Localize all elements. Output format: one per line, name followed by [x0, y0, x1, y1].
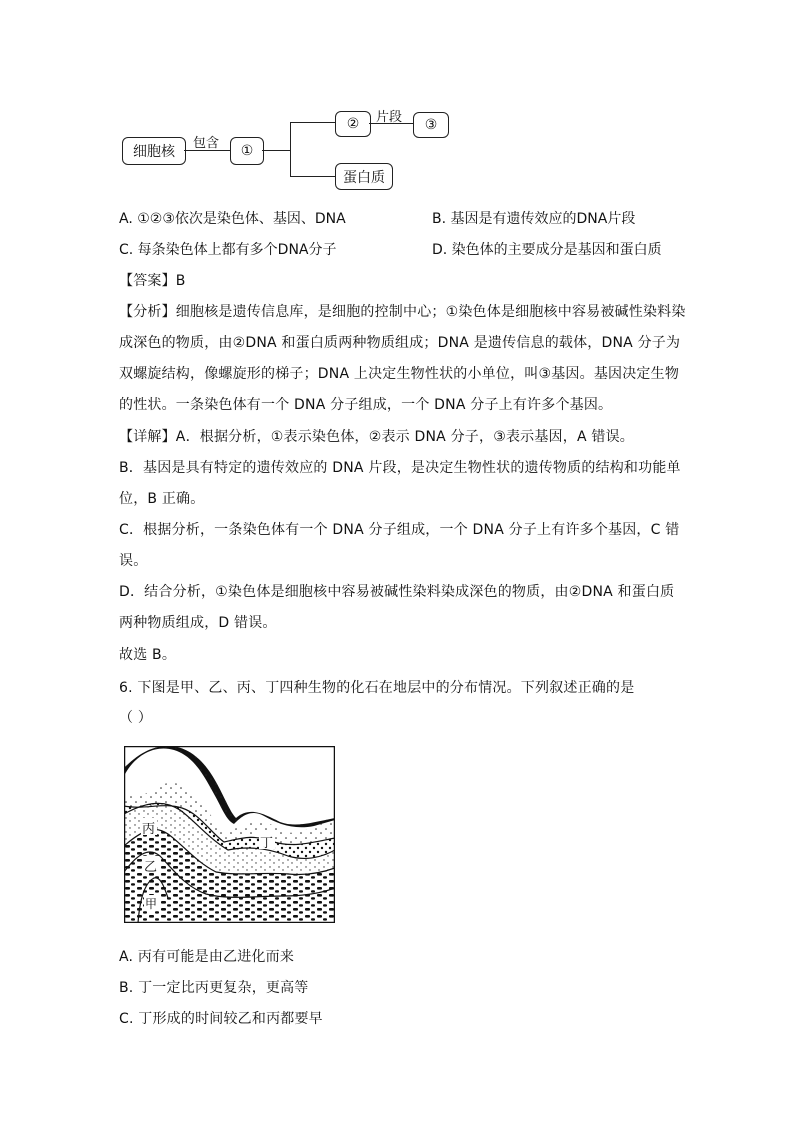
q6-option-a: A. 丙有可能是由乙进化而来: [119, 949, 295, 965]
connector-line: [290, 176, 335, 177]
answer-line: 【答案】B: [119, 273, 186, 289]
node-2-label: ②: [346, 116, 360, 132]
detail-line: 位，B 正确。: [119, 491, 205, 507]
detail-line: B．基因是具有特定的遗传效应的 DNA 片段，是决定生物性状的遗传物质的结构和功能单: [119, 460, 681, 476]
option-d: D. 染色体的主要成分是基因和蛋白质: [432, 242, 662, 258]
detail-line: D．结合分析，①染色体是细胞核中容易被碱性染料染成深色的物质，由②DNA 和蛋白质: [119, 584, 675, 600]
option-a: A. ①②③依次是染色体、基因、DNA: [119, 211, 346, 227]
detail-line: 两种物质组成，D 错误。: [119, 615, 277, 631]
analysis-line: 的性状。一条染色体有一个 DNA 分子组成，一个 DNA 分子上有许多个基因。: [119, 397, 613, 413]
protein-box: [335, 163, 393, 190]
connector-line: [290, 122, 291, 176]
node-3-label: ③: [424, 117, 438, 133]
strata-figure: [124, 746, 335, 923]
q6-option-c: C. 丁形成的时间较乙和丙都要早: [119, 1011, 323, 1027]
protein-label: 蛋白质: [343, 169, 385, 186]
connector-line: [262, 150, 290, 151]
nucleus-box: [122, 137, 186, 165]
analysis-line: 双螺旋结构，像螺旋形的梯子；DNA 上决定生物性状的小单位，叫③基因。基因决定生物: [119, 366, 680, 382]
node-1-label: ①: [240, 143, 254, 159]
question-6-paren: （ ）: [119, 710, 153, 726]
node-2-box: [335, 111, 371, 137]
node-3-box: [413, 112, 449, 138]
fossil-label-bing: 丙: [142, 822, 156, 837]
node-1-box: [230, 137, 264, 165]
analysis-line: 【分析】细胞核是遗传信息库，是细胞的控制中心；①染色体是细胞核中容易被碱性染料染: [119, 304, 686, 320]
detail-line: C．根据分析，一条染色体有一个 DNA 分子组成，一个 DNA 分子上有许多个基因，C 错: [119, 522, 680, 538]
contains-label: 包含: [193, 136, 220, 151]
detail-line: 误。: [119, 553, 148, 569]
nucleus-label: 细胞核: [133, 144, 175, 160]
question-6-stem: 6. 下图是甲、乙、丙、丁四种生物的化石在地层中的分布情况。下列叙述正确的是: [119, 680, 635, 696]
analysis-line: 成深色的物质，由②DNA 和蛋白质两种物质组成；DNA 是遗传信息的载体，DNA 分子为: [119, 335, 681, 351]
q6-option-b: B. 丁一定比丙更复杂，更高等: [119, 980, 309, 996]
segment-label: 片段: [376, 110, 403, 125]
fossil-label-yi: 乙: [144, 860, 158, 875]
connector-line: [290, 122, 335, 123]
option-c: C. 每条染色体上都有多个DNA分子: [119, 242, 337, 258]
fossil-label-jia: 甲: [145, 897, 158, 911]
fossil-label-ding: 丁: [260, 836, 274, 851]
option-b: B. 基因是有遗传效应的DNA片段: [432, 211, 636, 227]
detail-line: 【详解】A．根据分析，①表示染色体，②表示 DNA 分子，③表示基因，A 错误。: [119, 429, 634, 445]
detail-line: 故选 B。: [119, 647, 177, 663]
